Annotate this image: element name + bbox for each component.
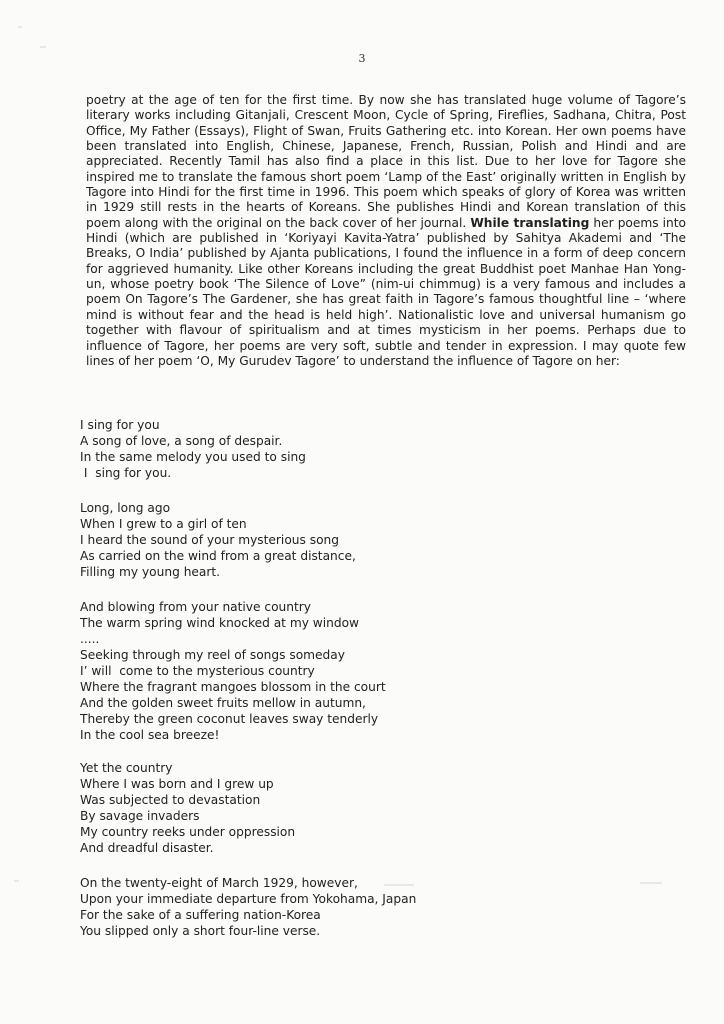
poem-line: Yet the country bbox=[80, 761, 173, 775]
scan-speck bbox=[14, 880, 19, 882]
poem-line: ..... bbox=[80, 632, 100, 646]
poem-line: And the golden sweet fruits mellow in autumn, bbox=[80, 696, 366, 710]
scan-speck bbox=[384, 884, 414, 886]
poem-line: And blowing from your native country bbox=[80, 600, 312, 614]
poem-line: I’ will come to the mysterious country bbox=[80, 664, 315, 678]
poem-stanza-2 bbox=[80, 500, 356, 580]
poem-stanza-1 bbox=[80, 417, 306, 481]
poem-line: Thereby the green coconut leaves sway tenderly bbox=[80, 712, 379, 726]
paragraph-text-part-1: poetry at the age of ten for the first time. By now she has translated huge volume of Tagore’s literary works including Gitanjali, Crescent Moon, Cycle of Spring, Fireflies, Sadhana, Chitra, Post Office, My Father (Essays), Flight of Swan, Fruits Gathering etc. into Korean. Her own poems have been translated into English, Chinese, Japanese, French, Russian, Polish and Hindi and are appreciated. Recently Tamil has also find a place in this list. Due to her love for Tagore she inspired me to translate the famous short poem ‘Lamp of the East’ originally written in English by Tagore into Hindi for the first time in 1996. This poem which speaks of glory of Korea was written in 1929 still rests in the hearts of Koreans. She publishes Hindi and Korean translation of this poem along with the original on the back cover of her journal. bbox=[86, 93, 686, 230]
paragraph-bold-phrase: While translating bbox=[470, 215, 590, 230]
poem-line: Upon your immediate departure from Yokohama, Japan bbox=[80, 892, 417, 906]
poem-line: On the twenty-eight of March 1929, however, bbox=[80, 876, 358, 890]
poem-line: And dreadful disaster. bbox=[80, 841, 214, 855]
poem-line: As carried on the wind from a great distance, bbox=[80, 549, 356, 563]
paragraph-text-part-2: her poems into Hindi (which are published in ‘Koriyayi Kavita-Yatra’ published by Sahitya Akademi and ‘The Breaks, O India’ published by Ajanta publications, I found the influence in a form of deep concern for aggrieved humanity. Like other Koreans including the great Buddhist poet Manhae Han Yong-un, whose poetry book ‘The Silence of Love” (nim-ui chimmug) is a very famous and includes a poem On Tagore’s The Gardener, she has great faith in Tagore’s famous thoughtful line – ‘where mind is without fear and the head is held high’. Nationalistic love and universal humanism go together with flavour of spiritualism and at times mysticism in her poems. Perhaps due to influence of Tagore, her poems are very soft, subtle and tender in expression. I may quote few lines of her poem ‘O, My Gurudev Tagore’ to understand the influence of Tagore on her: bbox=[86, 215, 687, 368]
poem-line: Was subjected to devastation bbox=[80, 793, 261, 807]
poem-line: You slipped only a short four-line verse. bbox=[80, 924, 321, 938]
poem-line: I sing for you. bbox=[80, 466, 172, 480]
poem-stanza-4 bbox=[80, 760, 295, 856]
poem-stanza-3 bbox=[80, 599, 386, 743]
poem-line: Filling my young heart. bbox=[80, 565, 221, 579]
poem-line: In the same melody you used to sing bbox=[80, 450, 306, 464]
poem-line: Seeking through my reel of songs someday bbox=[80, 648, 345, 662]
scan-speck bbox=[18, 26, 22, 28]
poem-line: When I grew to a girl of ten bbox=[80, 517, 247, 531]
poem-line: By savage invaders bbox=[80, 809, 200, 823]
poem-line: I heard the sound of your mysterious song bbox=[80, 533, 339, 547]
poem-line: Long, long ago bbox=[80, 501, 171, 515]
poem-line: I sing for you bbox=[80, 418, 160, 432]
scan-speck bbox=[40, 46, 46, 48]
scan-speck bbox=[640, 882, 662, 884]
poem-line: Where I was born and I grew up bbox=[80, 777, 274, 791]
body-paragraph bbox=[86, 93, 686, 369]
poem-line: The warm spring wind knocked at my window bbox=[80, 616, 360, 630]
poem-line: A song of love, a song of despair. bbox=[80, 434, 283, 448]
poem-line: For the sake of a suffering nation-Korea bbox=[80, 908, 321, 922]
poem-line: Where the fragrant mangoes blossom in the court bbox=[80, 680, 386, 694]
page-number: 3 bbox=[358, 52, 366, 65]
poem-line: My country reeks under oppression bbox=[80, 825, 296, 839]
poem-line: In the cool sea breeze! bbox=[80, 728, 220, 742]
poem-stanza-5 bbox=[80, 875, 416, 939]
